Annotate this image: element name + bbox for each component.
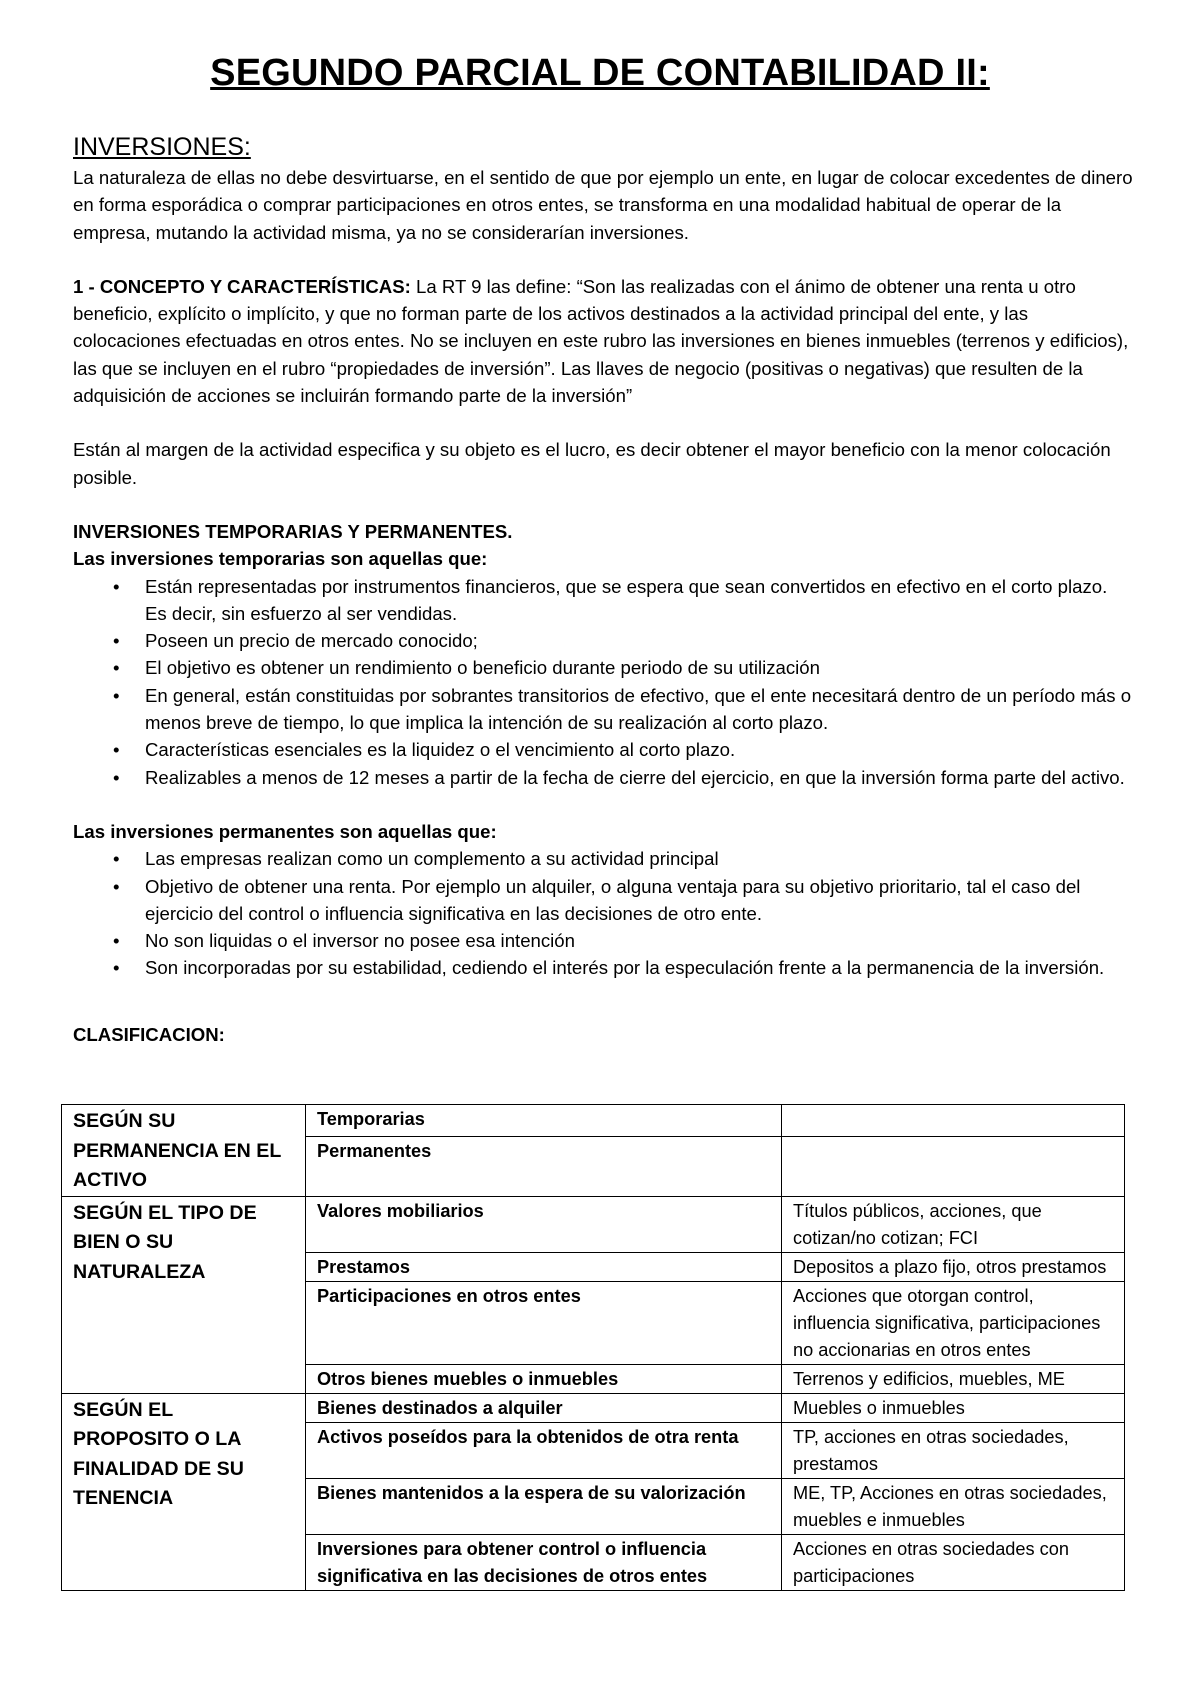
spacer (73, 491, 1133, 518)
table-cell-ejemplo: TP, acciones en otras sociedades, prestamos (782, 1422, 1125, 1478)
concepto-text: La RT 9 las define: “Son las realizadas con el ánimo de obtener una renta u otro beneficio, explícito o implícito, y que no forman parte de los activos destinados a la actividad principal del ente, y las colocaciones efectuadas en otros entes. No se incluyen en este rubro las inversiones en bienes inmuebles (terrenos y edificios), las que se incluyen en el rubro “propiedades de inversión”. Las llaves de negocio (positivas o negativas) que resulten de la adquisición de acciones se incluirán formando parte de la inversión” (73, 275, 1129, 407)
table-row (62, 1196, 1125, 1252)
list-item-text: El objetivo es obtener un rendimiento o beneficio durante periodo de su utilización (145, 657, 820, 679)
permanentes-intro: Las inversiones permanentes son aquellas que: (73, 820, 497, 842)
table-cell-ejemplo: Terrenos y edificios, muebles, ME (782, 1364, 1125, 1393)
list-item (73, 736, 1133, 763)
table-cell-tipo: Inversiones para obtener control o influencia significativa en las decisiones de otros entes (306, 1534, 782, 1590)
spacer (73, 791, 1133, 818)
bullet-icon: • (113, 957, 120, 979)
list-item-text: Realizables a menos de 12 meses a partir de la fecha de cierre del ejercicio, en que la inversión forma parte del activo. (145, 766, 1125, 788)
margin-paragraph: Están al margen de la actividad especifica y su objeto es el lucro, es decir obtener el mayor beneficio con la menor colocación posible. (73, 439, 1111, 488)
table-cell-ejemplo (782, 1105, 1125, 1137)
table-cell-tipo: Bienes destinados a alquiler (306, 1393, 782, 1422)
temporarias-intro: Las inversiones temporarias son aquellas que: (73, 548, 488, 570)
table-cell-tipo: Bienes mantenidos a la espera de su valorización (306, 1478, 782, 1534)
table-cell-ejemplo: ME, TP, Acciones en otras sociedades, muebles e inmuebles (782, 1478, 1125, 1534)
table-cell-tipo: Permanentes (306, 1136, 782, 1196)
list-item (73, 627, 1133, 654)
list-item-text: No son liquidas o el inversor no posee esa intención (145, 930, 575, 952)
list-item (73, 682, 1133, 737)
group-label: SEGÚN SU PERMANENCIA EN EL ACTIVO (62, 1105, 306, 1197)
bullet-icon: • (113, 657, 120, 679)
bullet-icon: • (113, 848, 120, 870)
list-item-text: Objetivo de obtener una renta. Por ejemplo un alquiler, o alguna ventaja para su objetivo prioritario, tal el caso del ejercicio del control o influencia significativa en las decisiones de otro ente. (145, 875, 1081, 924)
bullet-icon: • (113, 875, 120, 897)
table-cell-tipo: Participaciones en otros entes (306, 1281, 782, 1364)
clasificacion-table (61, 1104, 1125, 1591)
table-cell-ejemplo: Muebles o inmuebles (782, 1393, 1125, 1422)
list-item (73, 573, 1133, 628)
temp-perm-heading: INVERSIONES TEMPORARIAS Y PERMANENTES. (73, 520, 513, 542)
table-cell-tipo: Valores mobiliarios (306, 1196, 782, 1252)
list-item (73, 927, 1133, 954)
bullet-icon: • (113, 575, 120, 597)
bullet-icon: • (113, 684, 120, 706)
table-cell-tipo: Temporarias (306, 1105, 782, 1137)
concepto-paragraph (73, 273, 1133, 409)
list-item (73, 954, 1133, 981)
intro-paragraph: La naturaleza de ellas no debe desvirtuarse, en el sentido de que por ejemplo un ente, en lugar de colocar excedentes de dinero en forma esporádica o comprar participaciones en otros entes, se transforma en una modalidad habitual de operar de la empresa, mutando la actividad misma, ya no se considerarían inversiones. (73, 167, 1133, 243)
spacer (73, 409, 1133, 436)
group-label: SEGÚN EL TIPO DE BIEN O SU NATURALEZA (62, 1196, 306, 1393)
table-cell-tipo: Activos poseídos para la obtenidos de otra renta (306, 1422, 782, 1478)
table-row (62, 1393, 1125, 1422)
bullet-icon: • (113, 930, 120, 952)
list-item-text: Son incorporadas por su estabilidad, cediendo el interés por la especulación frente a la permanencia de la inversión. (145, 957, 1105, 979)
list-item-text: Están representadas por instrumentos financieros, que se espera que sean convertidos en efectivo en el corto plazo. Es decir, sin esfuerzo al ser vendidas. (145, 575, 1108, 624)
concepto-label: 1 - CONCEPTO Y CARACTERÍSTICAS: (73, 275, 411, 297)
table-cell-tipo: Otros bienes muebles o inmuebles (306, 1364, 782, 1393)
table-cell-ejemplo (782, 1136, 1125, 1196)
list-item (73, 764, 1133, 791)
table-row (62, 1105, 1125, 1137)
spacer (73, 982, 1133, 1009)
list-item-text: Poseen un precio de mercado conocido; (145, 630, 478, 652)
list-item-text: Características esenciales es la liquidez o el vencimiento al corto plazo. (145, 739, 736, 761)
page-title: SEGUNDO PARCIAL DE CONTABILIDAD II: (210, 52, 990, 94)
group-label: SEGÚN EL PROPOSITO O LA FINALIDAD DE SU TENENCIA (62, 1393, 306, 1590)
table-cell-tipo: Prestamos (306, 1252, 782, 1281)
list-item-text: Las empresas realizan como un complemento a su actividad principal (145, 848, 719, 870)
bullet-icon: • (113, 630, 120, 652)
list-item (73, 873, 1133, 928)
section-heading-inversiones: INVERSIONES: (73, 133, 251, 161)
permanentes-list (73, 845, 1133, 981)
bullet-icon: • (113, 766, 120, 788)
list-item (73, 654, 1133, 681)
table-cell-ejemplo: Depositos a plazo fijo, otros prestamos (782, 1252, 1125, 1281)
table-cell-ejemplo: Acciones que otorgan control, influencia significativa, participaciones no accionarias en otros entes (782, 1281, 1125, 1364)
clasificacion-heading: CLASIFICACION: (73, 1023, 225, 1045)
bullet-icon: • (113, 739, 120, 761)
spacer (73, 246, 1133, 273)
list-item-text: En general, están constituidas por sobrantes transitorios de efectivo, que el ente necesitará dentro de un período más o menos breve de tiempo, lo que implica la intención de su realización al corto plazo. (145, 684, 1132, 734)
temporarias-list (73, 573, 1133, 791)
document-body (73, 130, 1133, 1048)
table-cell-ejemplo: Títulos públicos, acciones, que cotizan/no cotizan; FCI (782, 1196, 1125, 1252)
table-cell-ejemplo: Acciones en otras sociedades con participaciones (782, 1534, 1125, 1590)
list-item (73, 845, 1133, 872)
